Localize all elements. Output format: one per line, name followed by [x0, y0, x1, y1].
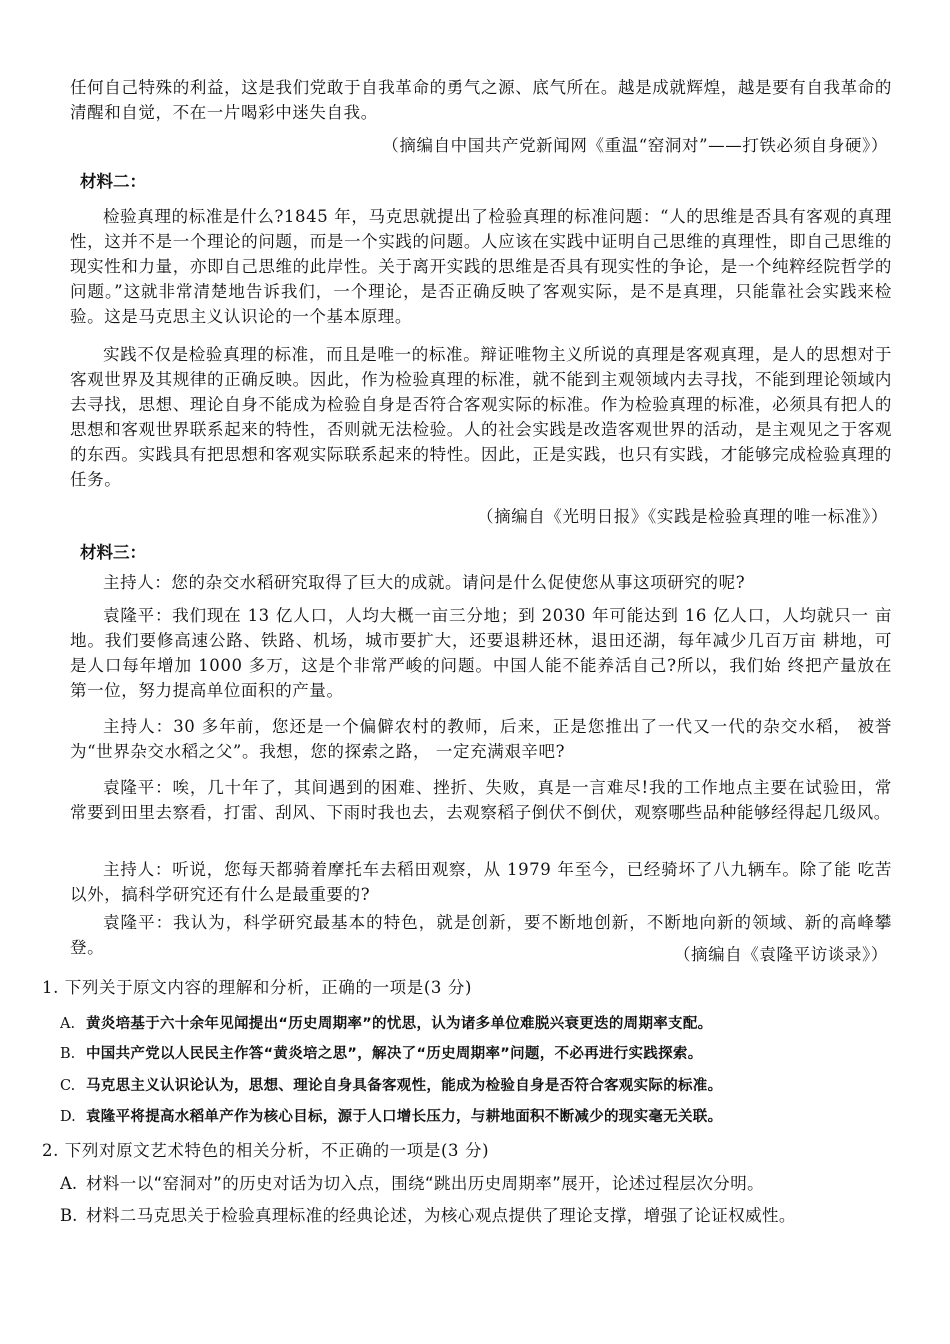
option-text: 中国共产党以人民民主作答“黄炎培之思”，解决了“历史周期率”问题，不必再进行实践探索。	[86, 1046, 703, 1062]
question-1-option-c[interactable]	[60, 1075, 912, 1097]
option-letter: A.	[60, 1016, 76, 1032]
dialogue-host-1: 主持人：您的杂交水稻研究取得了巨大的成就。请问是什么促使您从事这项研究的呢?	[103, 573, 746, 592]
option-letter: D.	[60, 1109, 76, 1125]
question-1-option-a[interactable]	[60, 1013, 912, 1035]
option-text: 黄炎培基于六十余年见闻提出“历史周期率”的忧思，认为诸多单位难脱兴衰更迭的周期率支配。	[86, 1016, 713, 1032]
material-two-source: （摘编自《光明日报》《实践是检验真理的唯一标准》）	[477, 507, 888, 526]
dialogue-yuan-2: 袁隆平：唉，几十年了，其间遇到的困难、挫折、失败，真是一言难尽!我的工作地点主要在试验田，常常要到田里去察看，打雷、刮风、下雨时我也去，去观察稻子倒伏不倒伏，观察哪些品种能够经得起几级风。	[70, 778, 892, 822]
question-1-stem: 1. 下列关于原文内容的理解和分析，正确的一项是(3 分)	[42, 978, 473, 997]
dialogue-yuan-3: 袁隆平：我认为，科学研究最基本的特色，就是创新，要不断地创新，不断地向新的领域、新的高峰攀登。	[70, 913, 892, 957]
question-1-option-b[interactable]	[60, 1043, 912, 1065]
material-two-heading: 材料二：	[80, 172, 146, 191]
question-1-option-d[interactable]	[60, 1106, 912, 1128]
dialogue-host-2: 主持人：30 多年前，您还是一个偏僻农村的教师，后来，正是您推出了一代又一代的杂交水稻， 被誉为“世界杂交水稻之父”。我想，您的探索之路， 一定充满艰辛吧?	[70, 717, 892, 761]
material-two-paragraph-1: 检验真理的标准是什么?1845 年，马克思就提出了检验真理的标准问题：“人的思维是否具有客观的真理性，这并不是一个理论的问题，而是一个实践的问题。人应该在实践中证明自己思维的真理性，即自己思维的现实性和力量，亦即自己思维的此岸性。关于离开实践的思维是否具有现实性的争论，是一个纯粹经院哲学的问题。”这就非常清楚地告诉我们，一个理论，是否正确反映了客观实际，是不是真理，只能靠社会实践来检验。这是马克思主义认识论的一个基本原理。	[70, 207, 892, 326]
question-2-option-b[interactable]	[60, 1203, 912, 1228]
option-letter: B.	[60, 1206, 78, 1225]
question-2-option-a[interactable]	[60, 1171, 912, 1196]
question-2-stem: 2. 下列对原文艺术特色的相关分析，不正确的一项是(3 分)	[42, 1141, 490, 1160]
option-text: 材料一以“窑洞对”的历史对话为切入点，围绕“跳出历史周期率”展开，论述过程层次分明。	[86, 1174, 764, 1193]
option-text: 材料二马克思关于检验真理标准的经典论述，为核心观点提供了理论支撑，增强了论证权威性。	[86, 1206, 796, 1225]
option-letter: A.	[60, 1174, 78, 1193]
option-text: 袁隆平将提高水稻单产作为核心目标，源于人口增长压力，与耕地面积不断减少的现实毫无关联。	[86, 1109, 723, 1125]
option-letter: C.	[60, 1078, 76, 1094]
material-one-tail-paragraph: 任何自己特殊的利益，这是我们党敢于自我革命的勇气之源、底气所在。越是成就辉煌，越是要有自我革命的清醒和自觉，不在一片喝彩中迷失自我。	[70, 78, 892, 122]
material-two-paragraph-2: 实践不仅是检验真理的标准，而且是唯一的标准。辩证唯物主义所说的真理是客观真理，是人的思想对于客观世界及其规律的正确反映。因此，作为检验真理的标准，就不能到主观领域内去寻找，不能到理论领域内去寻找，思想、理论自身不能成为检验自身是否符合客观实际的标准。作为检验真理的标准，必须具有把人的思想和客观世界联系起来的特性，否则就无法检验。人的社会实践是改造客观世界的活动，是主观见之于客观的东西。实践具有把思想和客观实际联系起来的特性。因此，正是实践，也只有实践，才能够完成检验真理的任务。	[70, 345, 892, 489]
material-three-source: （摘编自《袁隆平访谈录》）	[673, 945, 888, 964]
dialogue-yuan-1: 袁隆平：我们现在 13 亿人口，人均大概一亩三分地；到 2030 年可能达到 16 亿人口，人均就只一 亩地。我们要修高速公路、铁路、机场，城市要扩大，还要退耕还林，退田还湖，每年减少几百万亩 耕地，可是人口每年增加 1000 多万，这是个非常严峻的问题。中国人能不能养活自己?所以，我们始 终把产量放在第一位，努力提高单位面积的产量。	[70, 606, 892, 700]
option-letter: B.	[60, 1046, 76, 1062]
material-one-source: （摘编自中国共产党新闻网《重温“窑洞对”——打铁必须自身硬》）	[382, 136, 888, 155]
dialogue-host-3: 主持人：听说，您每天都骑着摩托车去稻田观察，从 1979 年至今，已经骑坏了八九辆车。除了能 吃苦以外，搞科学研究还有什么是最重要的?	[70, 860, 892, 904]
option-text: 马克思主义认识论认为，思想、理论自身具备客观性，能成为检验自身是否符合客观实际的标准。	[86, 1078, 723, 1094]
material-three-heading: 材料三：	[80, 543, 146, 562]
